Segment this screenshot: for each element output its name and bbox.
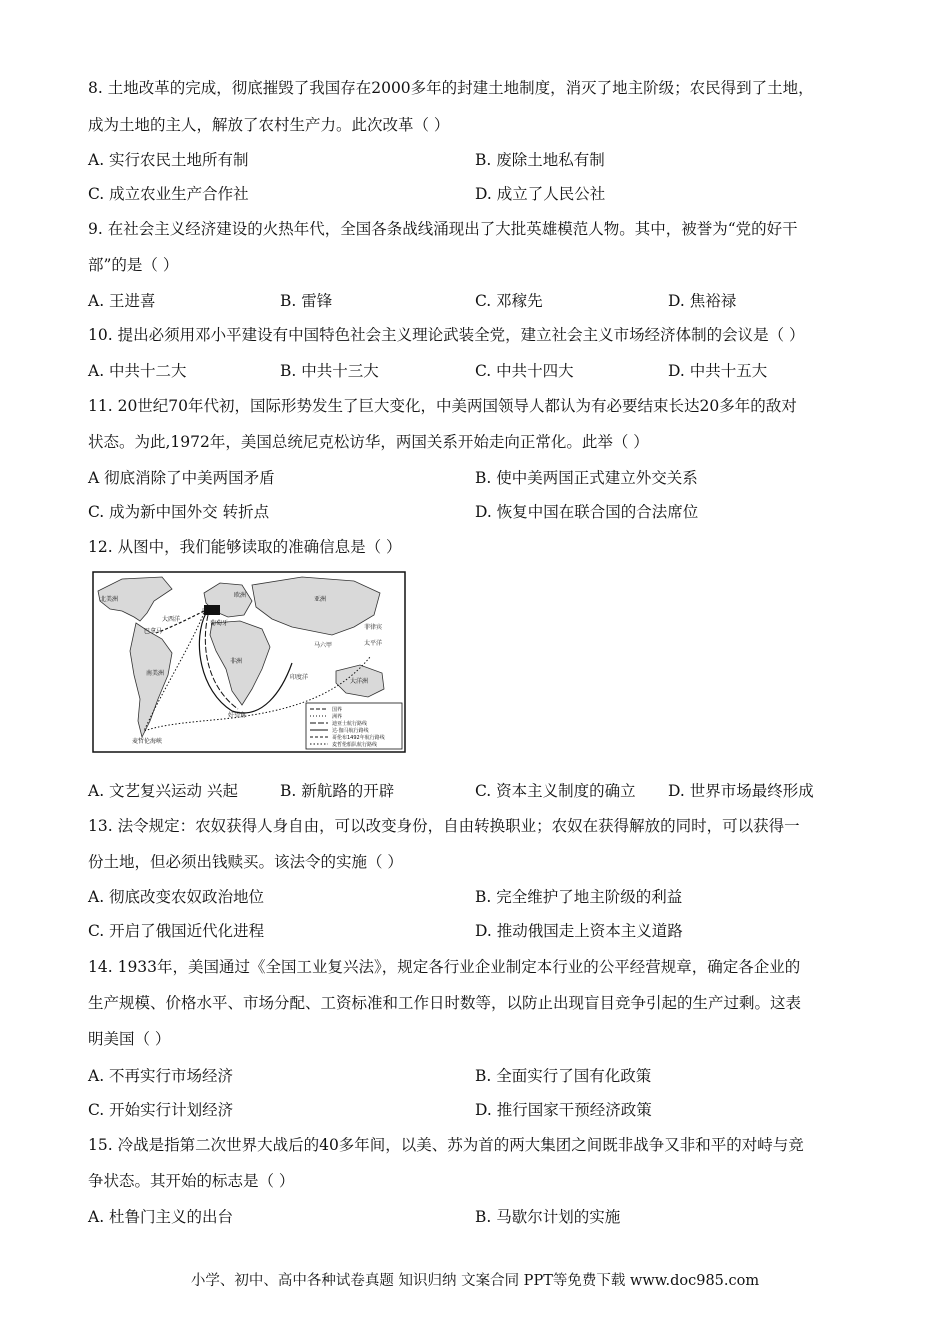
question-12-option-a: A. 文艺复兴运动 兴起 (88, 782, 238, 800)
question-11-option-b: B. 使中美两国正式建立外交关系 (475, 469, 698, 487)
question-10-option-a: A. 中共十二大 (88, 362, 187, 380)
question-14-stem-line-3: 明美国（ ） (88, 1030, 171, 1048)
map-label: 印度洋 (290, 674, 309, 681)
question-10-option-b: B. 中共十三大 (280, 362, 379, 380)
question-8-option-c: C. 成立农业生产合作社 (88, 185, 249, 203)
question-13-option-b: B. 完全维护了地主阶级的利益 (475, 888, 683, 906)
map-label: 亚洲 (314, 596, 327, 603)
map-label: 大西洋 (162, 616, 181, 623)
question-9-option-b: B. 雷锋 (280, 292, 333, 310)
question-8-stem-line-2: 成为土地的主人，解放了农村生产力。此次改革（ ） (88, 116, 450, 134)
map-label: 麦哲伦海峡 (132, 738, 163, 745)
question-13-option-a: A. 彻底改变农奴政治地位 (88, 888, 265, 906)
legend-label: 国界 (332, 707, 343, 713)
map-label: 太平洋 (364, 640, 383, 647)
question-14-option-c: C. 开始实行计划经济 (88, 1101, 234, 1119)
map-label: 南美洲 (146, 670, 165, 677)
question-15-stem-line-2: 争状态。其开始的标志是（ ） (88, 1172, 295, 1190)
question-14-option-b: B. 全面实行了国有化政策 (475, 1067, 652, 1085)
map-label: 非洲 (230, 658, 243, 665)
legend-label: 洲界 (332, 714, 343, 720)
map-label: 巴拿马 (144, 628, 163, 635)
legend-label: 哥伦布1492年航行路线 (332, 735, 385, 741)
question-12-option-c: C. 资本主义制度的确立 (475, 782, 636, 800)
question-12-option-d: D. 世界市场最终形成 (668, 782, 814, 800)
question-9-stem-line-2: 部”的是（ ） (88, 256, 179, 274)
question-9-option-d: D. 焦裕禄 (668, 292, 737, 310)
question-13-option-c: C. 开启了俄国近代化进程 (88, 922, 265, 940)
question-8-option-d: D. 成立了人民公社 (475, 185, 606, 203)
question-14-option-d: D. 推行国家干预经济政策 (475, 1101, 652, 1119)
question-13-option-d: D. 推动俄国走上资本主义道路 (475, 922, 683, 940)
question-9-option-a: A. 王进喜 (88, 292, 156, 310)
question-12-stem: 12. 从图中，我们能够读取的准确信息是（ ） (88, 538, 402, 556)
question-11-option-c: C. 成为新中国外交 转折点 (88, 503, 270, 521)
new-sea-routes-map (92, 571, 406, 753)
question-11-stem-line-1: 11. 20世纪70年代初，国际形势发生了巨大变化，中美两国领导人都认为有必要结束长达20多年的敌对 (88, 397, 797, 415)
question-8-option-b: B. 废除土地私有制 (475, 151, 605, 169)
question-8-option-a: A. 实行农民土地所有制 (88, 151, 249, 169)
question-11-option-d: D. 恢复中国在联合国的合法席位 (475, 503, 699, 521)
question-11-stem-line-2: 状态。为此,1972年，美国总统尼克松访华，两国关系开始走向正常化。此举（ ） (88, 433, 649, 451)
map-label: 好望角 (228, 712, 247, 719)
question-15-option-a: A. 杜鲁门主义的出台 (88, 1208, 234, 1226)
question-11-option-a: A 彻底消除了中美两国矛盾 (88, 469, 275, 487)
question-9-stem-line-1: 9. 在社会主义经济建设的火热年代，全国各条战线涌现出了大批英雄模范人物。其中，被誉为“党的好干 (88, 220, 798, 238)
question-8-stem-line-1: 8. 土地改革的完成，彻底摧毁了我国存在2000多年的封建土地制度，消灭了地主阶级；农民得到了土地， (88, 79, 814, 97)
question-10-stem: 10. 提出必须用邓小平建设有中国特色社会主义理论武装全党，建立社会主义市场经济体制的会议是（ ） (88, 326, 805, 344)
map-label: 葡萄牙 (210, 620, 229, 627)
map-legend (306, 703, 402, 749)
question-9-option-c: C. 邓稼先 (475, 292, 543, 310)
map-label: 欧洲 (234, 592, 247, 599)
question-10-option-c: C. 中共十四大 (475, 362, 574, 380)
page-footer: 小学、初中、高中各种试卷真题 知识归纳 文案合同 PPT等免费下载 www.doc985.com (190, 1273, 760, 1289)
legend-label: 达·伽马航行路线 (332, 728, 369, 734)
legend-label: 麦哲伦船队航行路线 (332, 742, 378, 748)
question-12-option-b: B. 新航路的开辟 (280, 782, 395, 800)
question-13-stem-line-1: 13. 法令规定：农奴获得人身自由，可以改变身份，自由转换职业；农奴在获得解放的同时，可以获得一 (88, 817, 800, 835)
question-14-stem-line-1: 14. 1933年，美国通过《全国工业复兴法》，规定各行业企业制定本行业的公平经营规章，确定各企业的 (88, 958, 801, 976)
map-label: 北美洲 (100, 596, 119, 603)
question-13-stem-line-2: 份土地，但必须出钱赎买。该法令的实施（ ） (88, 853, 403, 871)
question-15-stem-line-1: 15. 冷战是指第二次世界大战后的40多年间，以美、苏为首的两大集团之间既非战争又非和平的对峙与竞 (88, 1136, 804, 1154)
question-14-option-a: A. 不再实行市场经济 (88, 1067, 234, 1085)
question-14-stem-line-2: 生产规模、价格水平、市场分配、工资标准和工作日时数等，以防止出现盲目竞争引起的生产过剩。这表 (88, 994, 802, 1012)
map-label: 大洋洲 (350, 678, 369, 685)
question-15-option-b: B. 马歇尔计划的实施 (475, 1208, 621, 1226)
map-label: 菲律宾 (364, 624, 383, 631)
map-label: 马六甲 (314, 642, 333, 649)
map-label: 西班牙 (202, 608, 221, 615)
question-10-option-d: D. 中共十五大 (668, 362, 768, 380)
legend-label: 迪亚士航行路线 (332, 721, 368, 727)
